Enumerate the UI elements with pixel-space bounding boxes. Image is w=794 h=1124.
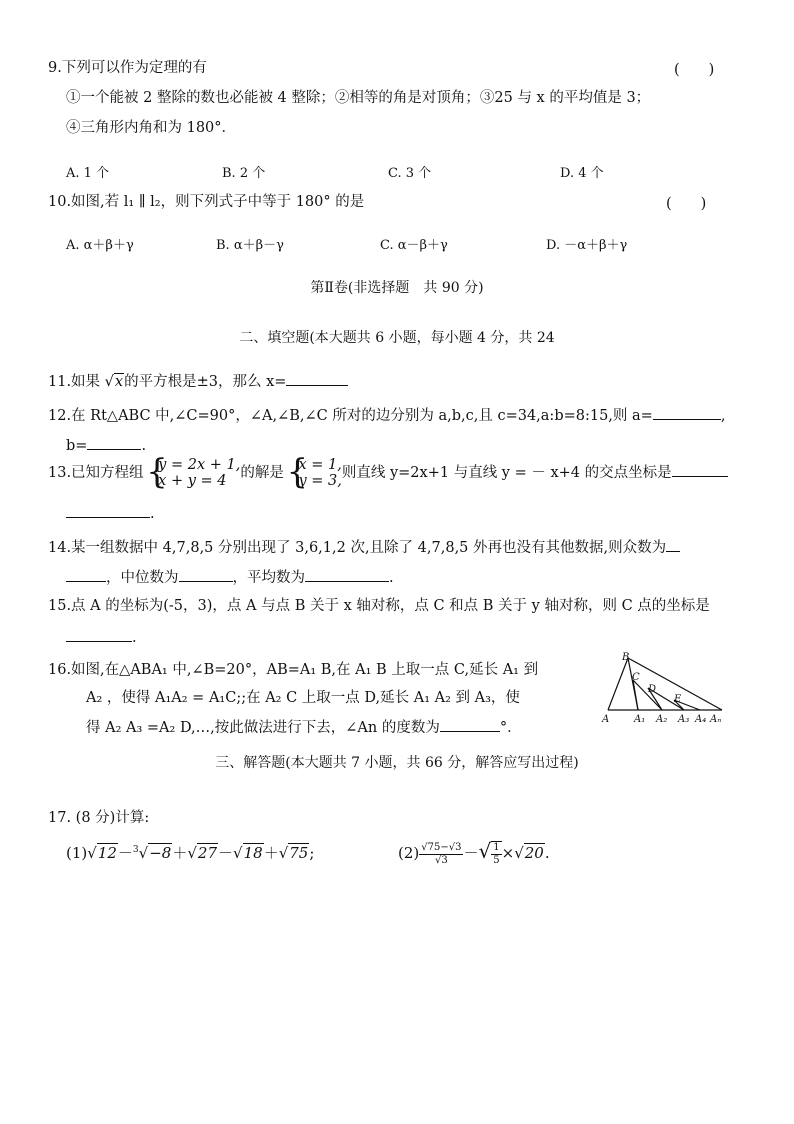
q14-median-label: ，中位数为 [106,570,179,586]
cube-root-icon: √ [138,844,149,862]
q12-comma: , [720,408,726,424]
q16-triangle-figure [600,650,730,726]
q9-option-d: D. 4 个 [560,166,604,181]
fig-label-e: E [674,694,682,705]
q14-line1 [48,536,680,558]
fig-label-a2: A₂ [656,714,668,725]
q17-p2-sqrt-fraction [491,841,501,867]
q13-sol1: { x = 1, [298,457,342,473]
sqrt-icon: √ [87,844,97,862]
q12-b-label: b= [66,438,88,454]
fig-label-b: B [622,652,630,663]
q16-text: 得 A₂ A₃ =A₂ D,…,按此做法进行下去，∠An 的度数为 [86,720,440,736]
q13-answer-blank-2[interactable] [66,502,150,518]
q17-p2-denominator: √3 [434,854,448,866]
q17-p1-cuberoot-index: 3 [132,845,139,855]
q11-answer-blank[interactable] [286,370,348,386]
fig-label-a3: A₃ [678,714,690,725]
fig-side-ab [608,658,628,710]
q17-p1-label: (1) [66,844,88,862]
q13-line1 [48,456,728,490]
q14-mean-blank[interactable] [305,566,389,582]
q14-line2 [66,566,394,588]
fig-label-an: Aₙ [710,714,722,725]
q13-eq1: { y = 2x + 1, [158,457,241,473]
q10-option-c: C. α－β＋γ [380,238,448,253]
sqrt-icon: √ [478,839,492,863]
q17-p1-rad5: 75 [289,844,309,862]
q13-end: . [150,506,155,522]
q13-line2 [66,502,155,524]
q17-p2-fraction [419,842,463,867]
q17-p2-numerator: √75−√3 [421,841,462,853]
q9-option-b: B. 2 个 [222,166,266,181]
q17-p1-end: ; [309,844,315,862]
q17-stem: 17. (8 分)计算: [48,810,150,826]
q14-median-blank[interactable] [179,566,233,582]
q10-answer-paren: ( ) [666,196,707,212]
q16-line3 [86,716,522,738]
fig-label-a1: A₁ [634,714,646,725]
q16-end: °． [499,720,522,736]
q17-p1-rad4: 18 [243,844,263,862]
q17-p1-rad2: −8 [149,844,172,862]
q17-p1-op3: － [218,844,234,862]
q13-post: 则直线 y=2x+1 与直线 y = － x+4 的交点坐标是 [341,465,672,481]
fig-label-a: A [602,714,610,725]
q14-mode-blank-1[interactable] [666,536,680,552]
q10-option-b: B. α＋β－γ [216,238,284,253]
q12-line1 [48,404,725,426]
q17-part1 [66,840,314,863]
q13-solution-system [288,457,341,489]
q12-answer-a-blank[interactable] [653,404,721,420]
q17-p2-minus: － [463,844,479,862]
q13-mid: 的解是 [240,465,284,481]
sqrt-icon: √ [233,844,243,862]
sqrt-icon: √ [278,844,289,862]
q10-option-d: D. －α＋β＋γ [546,238,628,253]
q15-line2 [66,626,137,648]
q17-p2-label: (2) [398,844,420,862]
q13-answer-blank-1[interactable] [672,461,728,477]
q12-end: . [141,438,147,454]
part-3-title: 三、解答题(本大题共 7 小题，共 66 分，解答应写出过程) [215,755,579,771]
q12-line2 [66,434,146,456]
q17-part2 [398,838,550,867]
q11-pre: 11.如果 [48,374,105,390]
q12-text: 12.在 Rt△ABC 中,∠C=90°，∠A,∠B,∠C 所对的边分别为 a,b,c,且 c=34,a:b=8:15,则 a= [48,408,653,424]
q13-eq2: x + y = 4 [158,473,227,489]
q9-option-c: C. 3 个 [388,166,432,181]
q10-stem: 10.如图,若 l₁ ∥ l₂，则下列式子中等于 180° 的是 [48,194,365,210]
q9-statements-1: ①一个能被 2 整除的数也必能被 4 整除；②相等的角是对顶角；③25 与 x 的平均值是 3； [66,90,651,106]
fig-label-a4: A₄ [695,714,707,725]
fig-label-d: D [648,684,657,695]
sqrt-icon: √ [104,374,114,390]
q17-p2-end: . [544,844,550,862]
q16-line1: 16.如图,在△ABA₁ 中,∠B=20°，AB=A₁ B,在 A₁ B 上取一点 C,延长 A₁ 到 [48,662,539,678]
q17-p1-op4: ＋ [263,844,279,862]
q13-equation-system [148,457,240,489]
q13-pre: 13.已知方程组 [48,465,144,481]
q11-post: 的平方根是±3，那么 x= [124,374,287,390]
q9-option-a: A. 1 个 [66,166,110,181]
q14-text: 14.某一组数据中 4,7,8,5 分别出现了 3,6,1,2 次,且除了 4,7,8,5 外再也没有其他数据,则众数为 [48,540,667,556]
q12-answer-b-blank[interactable] [87,434,141,450]
sqrt-icon: √ [514,844,524,862]
q9-answer-paren: ( ) [674,62,715,78]
q10-option-a: A. α＋β＋γ [66,238,134,253]
q14-mean-label: ，平均数为 [232,570,305,586]
q17-p2-frac-den: 5 [493,855,500,866]
q15-answer-blank[interactable] [66,626,132,642]
q16-answer-blank[interactable] [440,716,500,732]
q9-stem: 9.下列可以作为定理的有 [48,60,207,76]
q16-line2: A₂ ，使得 A₁A₂ = A₁C;;在 A₂ C 上取一点 D,延长 A₁ A₂ 到 A₃，使 [86,690,520,706]
sqrt-icon: √ [187,844,197,862]
q17-p1-rad3: 27 [197,844,218,862]
q14-mode-blank-2[interactable] [66,566,106,582]
q11 [48,370,348,392]
q14-end: . [389,570,394,586]
q9-statements-2: ④三角形内角和为 180°． [66,120,237,136]
q17-p2-times: × [501,844,515,862]
q17-p1-op1: － [117,844,133,862]
q15-line1: 15.点 A 的坐标为(-5，3)，点 A 与点 B 关于 x 轴对称，点 C 和点 B 关于 y 轴对称，则 C 点的坐标是 [48,598,710,614]
q15-end: . [132,630,137,646]
q17-p1-rad1: 12 [97,844,117,862]
q17-p2-frac-num: 1 [493,842,500,853]
part-2-title: 二、填空题(本大题共 6 小题，每小题 4 分，共 24 [239,330,555,346]
q11-radicand: x [114,374,124,390]
q17-p2-rad: 20 [524,844,544,862]
section-2-title: 第Ⅱ卷(非选择题 共 90 分) [310,280,484,296]
q13-sol2: y = 3, [298,473,342,489]
q17-p1-op2: ＋ [172,844,188,862]
fig-label-c: C [632,672,640,683]
